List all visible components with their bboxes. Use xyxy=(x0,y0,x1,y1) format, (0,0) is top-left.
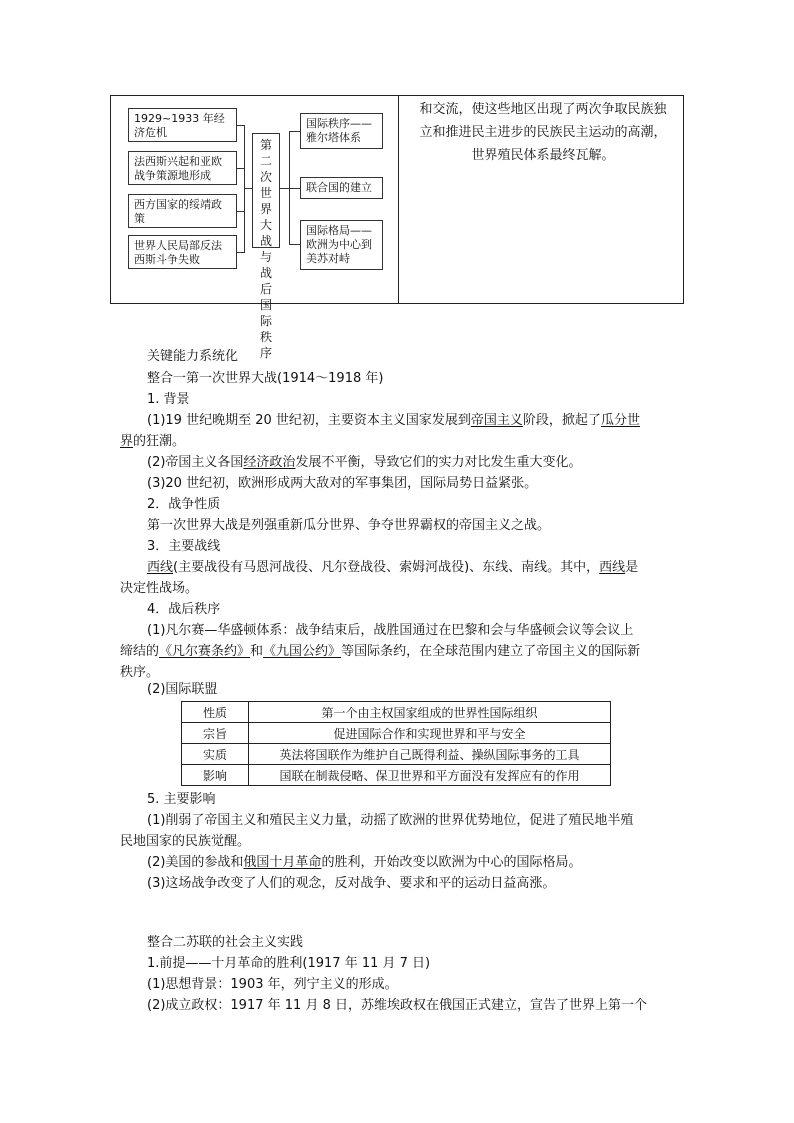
background-item-3: (3)20 世纪初，欧洲形成两大敌对的军事集团，国际局势日益紧张。 xyxy=(147,476,538,491)
table-value: 第一个由主权国家组成的世界性国际组织 xyxy=(249,702,611,723)
impact-title: 5. 主要影响 xyxy=(147,792,216,807)
bracket-right-from-center xyxy=(280,188,289,189)
background-item-1-cont xyxy=(120,432,185,452)
front-title: 3．主要战线 xyxy=(147,539,221,554)
table-value: 促进国际合作和实现世界和平与安全 xyxy=(249,723,611,744)
right-cell-line: 和交流，使这些地区出现了两次争取民族独 xyxy=(419,102,667,117)
table-row xyxy=(182,765,611,786)
part2-line-3: (2)成立政权：1917 年 11 月 8 日，苏维埃政权在俄国正式建立，宣告了世界上第一个 xyxy=(147,998,647,1013)
order-title: 4．战后秩序 xyxy=(147,602,221,617)
text-span: 发展不平衡，导致它们的实力对比发生重大变化。 xyxy=(295,455,582,470)
order-item-1-cont xyxy=(120,642,640,662)
text-span: 缔结的 xyxy=(120,644,160,659)
right-cell-line: 立和推进民主进步的民族民主运动的高潮， xyxy=(419,125,667,140)
text-span: (2)美国的参战和 xyxy=(147,855,244,870)
result-box-2: 联合国的建立 xyxy=(300,177,383,199)
table-key: 性质 xyxy=(182,702,249,723)
table-key: 宗旨 xyxy=(182,723,249,744)
underlined-term: 《凡尔赛条约》 xyxy=(159,644,251,659)
order-item-1-cont2: 秩序。 xyxy=(120,665,160,680)
table-value: 英法将国联作为维护自己既得利益、操纵国际事务的工具 xyxy=(249,744,611,765)
text-span: 是 xyxy=(625,560,639,575)
underlined-term: 瓜分世 xyxy=(600,413,640,428)
text-span: (主要战役有马恩河战役、凡尔登战役、索姆河战役)、东线、南线。其中， xyxy=(173,560,600,575)
impact-item-2 xyxy=(147,853,581,873)
table-value: 国联在制裁侵略、保卫世界和平方面没有发挥应有的作用 xyxy=(249,765,611,786)
bracket-left-to-center xyxy=(244,188,252,189)
bracket-right-line xyxy=(289,244,300,245)
background-title: 1. 背景 xyxy=(147,392,190,407)
impact-item-1-cont: 民地国家的民族觉醒。 xyxy=(120,834,251,849)
text-span: 的胜利，开始改变以欧洲为中心的国际格局。 xyxy=(321,855,582,870)
underlined-term: 经济政治 xyxy=(243,455,296,470)
bracket-left-line xyxy=(237,125,244,126)
right-cell-text xyxy=(406,98,680,167)
underlined-term: 西线 xyxy=(599,560,626,575)
text-span: 的狂潮。 xyxy=(133,434,186,449)
table-row xyxy=(182,723,611,744)
cause-box-3: 西方国家的绥靖政策 xyxy=(128,194,237,228)
bracket-left-line xyxy=(237,252,244,253)
front-text xyxy=(147,558,638,578)
cause-box-4: 世界人民局部反法西斯斗争失败 xyxy=(128,235,237,269)
part1-title: 整合一第一次世界大战(1914～1918 年) xyxy=(147,371,384,386)
text-span: 阶段，掀起了 xyxy=(522,413,601,428)
center-topic-box: 第二次世界大战与战后国际秩序 xyxy=(252,133,280,248)
underlined-term: 界 xyxy=(120,434,134,449)
text-span: (1)19 世纪晚期至 20 世纪初，主要资本主义国家发展到 xyxy=(147,413,471,428)
bracket-left-line xyxy=(237,211,244,212)
bracket-left-line xyxy=(237,168,244,169)
bracket-left-vertical xyxy=(244,125,245,253)
underlined-term: 帝国主义 xyxy=(470,413,523,428)
bracket-right-line xyxy=(289,188,300,189)
nature-text: 第一次世界大战是列强重新瓜分世界、争夺世界霸权的帝国主义之战。 xyxy=(147,518,551,533)
part2-title: 整合二苏联的社会主义实践 xyxy=(147,935,304,950)
part2-line-1: 1.前提——十月革命的胜利(1917 年 11 月 7 日) xyxy=(147,956,431,971)
background-item-2 xyxy=(147,453,581,473)
nature-title: 2．战争性质 xyxy=(147,497,221,512)
background-item-1 xyxy=(147,411,640,431)
result-box-1: 国际秩序——雅尔塔体系 xyxy=(300,113,383,149)
underlined-term: 《九国公约》 xyxy=(263,644,342,659)
table-divider xyxy=(398,96,399,303)
table-key: 实质 xyxy=(182,744,249,765)
text-span: 等国际条约，在全球范围内建立了帝国主义的国际新 xyxy=(341,644,641,659)
result-box-3: 国际格局——欧洲为中心到美苏对峙 xyxy=(300,220,383,270)
league-table xyxy=(181,701,611,786)
table-row xyxy=(182,744,611,765)
bracket-right-line xyxy=(289,131,300,132)
underlined-term: 俄国十月革命 xyxy=(243,855,322,870)
front-text-cont: 决定性战场。 xyxy=(120,581,199,596)
part2-line-2: (1)思想背景：1903 年，列宁主义的形成。 xyxy=(147,977,398,992)
impact-item-1: (1)削弱了帝国主义和殖民主义力量，动摇了欧洲的世界优势地位，促进了殖民地半殖 xyxy=(147,813,634,828)
text-span: (2)帝国主义各国 xyxy=(147,455,244,470)
section-heading: 关键能力系统化 xyxy=(147,349,239,364)
impact-item-3: (3)这场战争改变了人们的观念，反对战争、要求和平的运动日益高涨。 xyxy=(147,876,556,891)
cause-box-2: 法西斯兴起和亚欧战争策源地形成 xyxy=(128,151,237,185)
table-key: 影响 xyxy=(182,765,249,786)
cause-box-1: 1929~1933 年经济危机 xyxy=(128,108,237,142)
order-item-1: (1)凡尔赛—华盛顿体系：战争结束后，战胜国通过在巴黎和会与华盛顿会议等会议上 xyxy=(147,623,634,638)
table-row xyxy=(182,702,611,723)
underlined-term: 西线 xyxy=(147,560,174,575)
right-cell-line: 世界殖民体系最终瓦解。 xyxy=(471,148,615,163)
text-span: 和 xyxy=(250,644,264,659)
league-title: (2)国际联盟 xyxy=(147,682,218,697)
